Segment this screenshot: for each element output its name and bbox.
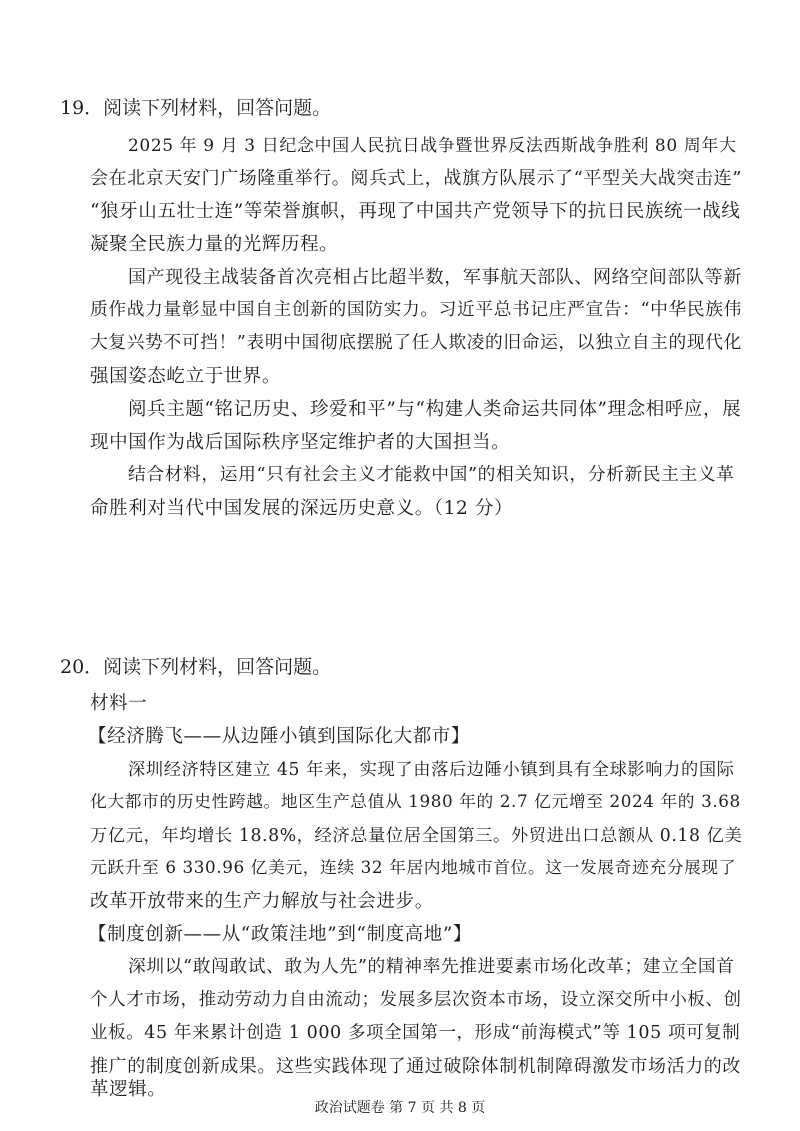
q20-paragraph-line: 化大都市的历史性跨越。地区生产总值从 1980 年的 2.7 亿元增至 2024 年的 3.68 [90, 791, 741, 811]
section-heading: 【经济腾飞——从边陲小镇到国际化大都市】 [88, 726, 471, 747]
q19-paragraph-line: 国产现役主战装备首次亮相占比超半数，军事航天部队、网络空间部队等新 [128, 267, 742, 288]
section-heading: 【制度创新——从“政策洼地”到“制度高地”】 [88, 924, 473, 945]
q19-paragraph-line: 质作战力量彰显中国自主创新的国防实力。习近平总书记庄严宣告：“中华民族伟 [90, 300, 742, 320]
q20-paragraph-line: 革逻辑。 [90, 1079, 167, 1100]
q19-paragraph-line: 强国姿态屹立于世界。 [90, 366, 282, 387]
q20-paragraph-line: 深圳经济特区建立 45 年来，实现了由落后边陲小镇到具有全球影响力的国际 [128, 760, 735, 780]
q19-prompt-line: 结合材料，运用“只有社会主义才能救中国”的相关知识，分析新民主主义革 [128, 465, 735, 485]
q20-paragraph-line: 深圳以“敢闯敢试、敢为人先”的精神率先推进要素市场化改革；建立全国首 [128, 957, 735, 977]
question-20-title: 20．阅读下列材料，回答问题。 [60, 656, 332, 678]
q20-paragraph-line: 元跃升至 6 330.96 亿美元，连续 32 年居内地城市首位。这一发展奇迹充分展现了 [90, 857, 737, 877]
q19-paragraph-line: 阅兵主题“铭记历史、珍爱和平”与“构建人类命运共同体”理念相呼应，展 [128, 399, 742, 420]
q19-paragraph-line: “狼牙山五壮士连”等荣誉旗帜，再现了中国共产党领导下的抗日民族统一战线 [90, 201, 741, 222]
question-19-title: 19．阅读下列材料，回答问题。 [60, 97, 332, 119]
material-label: 材料一 [90, 693, 148, 714]
q20-paragraph-line: 个人才市场，推动劳动力自由流动；发展多层次资本市场，设立深交所中小板、创 [90, 990, 742, 1010]
q19-paragraph-line: 2025 年 9 月 3 日纪念中国人民抗日战争暨世界反法西斯战争胜利 80 周年大 [128, 136, 737, 156]
q20-paragraph-line: 改革开放带来的生产力解放与社会进步。 [90, 891, 434, 912]
q19-paragraph-line: 大复兴势不可挡！”表明中国彻底摆脱了任人欺凌的旧命运，以独立自主的现代化 [90, 333, 742, 353]
q19-paragraph-line: 凝聚全民族力量的光辉历程。 [90, 234, 339, 255]
q20-paragraph-line: 推广的制度创新成果。这些实践体现了通过破除体制机制障碍激发市场活力的改 [90, 1056, 741, 1077]
page-footer: 政治试题卷 第 7 页 共 8 页 [314, 1100, 486, 1116]
q20-paragraph-line: 万亿元，年均增长 18.8%，经济总量位居全国第三。外贸进出口总额从 0.18 亿美 [90, 826, 743, 846]
q19-prompt-line: 命胜利对当代中国发展的深远历史意义。（12 分） [90, 498, 514, 519]
q19-paragraph-line: 现中国作为战后国际秩序坚定维护者的大国担当。 [90, 432, 511, 453]
q19-paragraph-line: 会在北京天安门广场隆重举行。阅兵式上，战旗方队展示了“平型关大战突击连” [90, 168, 743, 189]
q20-paragraph-line: 业板。45 年来累计创造 1 000 多项全国第一，形成“前海模式”等 105 项可复制 [90, 1023, 741, 1043]
